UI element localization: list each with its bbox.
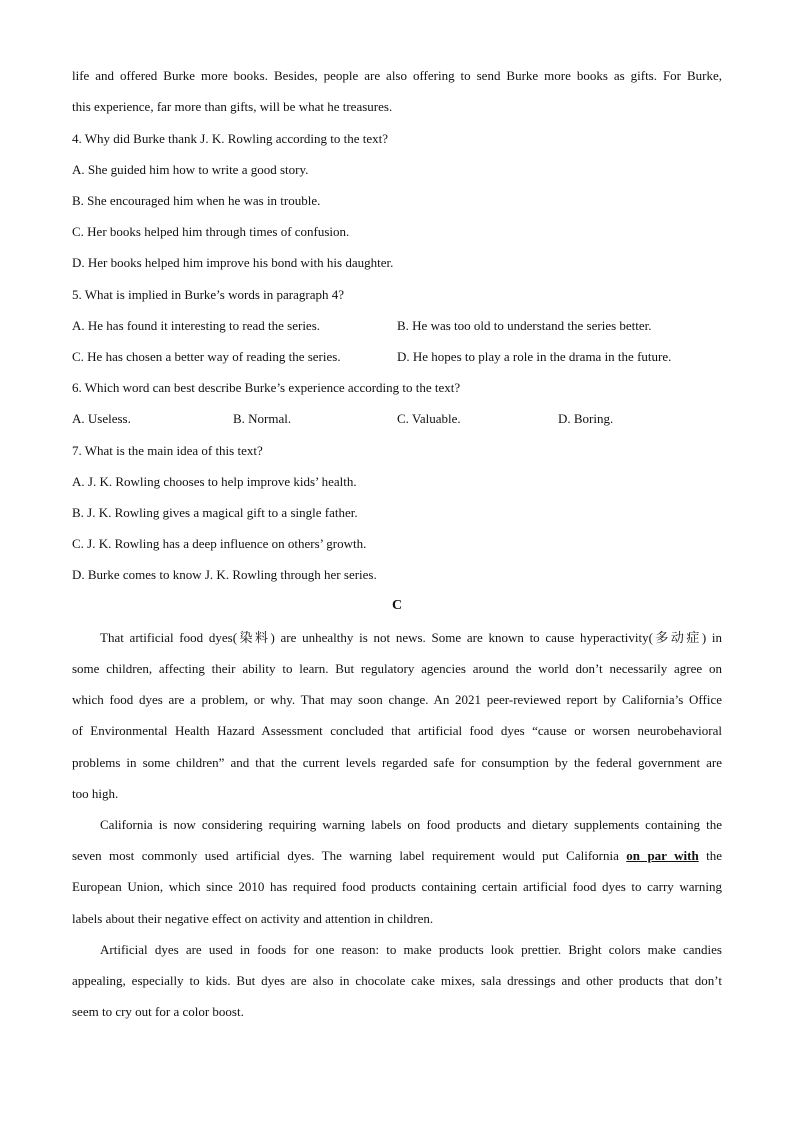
paragraph-3-line-2: appealing, especially to kids. But dyes are also in chocolate cake mixes, sala dressings and other products that don’t — [72, 973, 722, 988]
question-7-option-a: A. J. K. Rowling chooses to help improve kids’ health. — [72, 474, 357, 489]
paragraph-1-line-6: too high. — [72, 786, 119, 801]
paragraph-2-line-2-start: seven most commonly used artificial dyes. The warning label requirement would put California — [72, 848, 619, 863]
question-7-stem: 7. What is the main idea of this text? — [72, 443, 263, 458]
paragraph-1-line-3: which food dyes are a problem, or why. That may soon change. An 2021 peer-reviewed report by California’s Office — [72, 692, 722, 707]
question-5-option-c: C. He has chosen a better way of reading the series. — [72, 349, 341, 364]
question-4-stem: 4. Why did Burke thank J. K. Rowling according to the text? — [72, 131, 389, 146]
paragraph-3-line-1: Artificial dyes are used in foods for one reason: to make products look prettier. Bright colors make candies — [100, 942, 722, 957]
paragraph-1-line-4: of Environmental Health Hazard Assessment concluded that artificial food dyes “cause or worsen neurobehavioral — [72, 723, 722, 738]
paragraph-2-line-4: labels about their negative effect on activity and attention in children. — [72, 911, 434, 926]
paragraph-2-line-2-end: the — [706, 848, 722, 863]
question-7-option-b: B. J. K. Rowling gives a magical gift to a single father. — [72, 505, 358, 520]
paragraph-2-line-2 — [72, 847, 722, 865]
paragraph-2-line-3: European Union, which since 2010 has required food products containing certain artificial food dyes to carry warning — [72, 879, 722, 894]
paragraph-2-line-1: California is now considering requiring warning labels on food products and dietary supplements containing the — [100, 817, 722, 832]
question-5-option-a: A. He has found it interesting to read the series. — [72, 318, 321, 333]
question-5-option-d: D. He hopes to play a role in the drama in the future. — [397, 349, 672, 364]
question-6-stem: 6. Which word can best describe Burke’s experience according to the text? — [72, 380, 461, 395]
intro-line-1: life and offered Burke more books. Besides, people are also offering to send Burke more books as gifts. For Burke, — [72, 68, 722, 83]
question-4-option-d: D. Her books helped him improve his bond with his daughter. — [72, 255, 394, 270]
underlined-phrase: on par with — [626, 848, 699, 863]
paragraph-1-line-2: some children, affecting their ability to learn. But regulatory agencies around the world don’t necessarily agree on — [72, 661, 722, 676]
question-5-stem: 5. What is implied in Burke’s words in paragraph 4? — [72, 287, 344, 302]
section-heading: C — [391, 598, 403, 613]
question-6-option-d: D. Boring. — [558, 411, 614, 426]
question-7-option-d: D. Burke comes to know J. K. Rowling through her series. — [72, 567, 377, 582]
question-4-option-a: A. She guided him how to write a good story. — [72, 162, 309, 177]
question-4-option-c: C. Her books helped him through times of confusion. — [72, 224, 350, 239]
question-7-option-c: C. J. K. Rowling has a deep influence on others’ growth. — [72, 536, 367, 551]
question-4-option-b: B. She encouraged him when he was in trouble. — [72, 193, 321, 208]
question-5-option-b: B. He was too old to understand the series better. — [397, 318, 652, 333]
question-6-option-c: C. Valuable. — [397, 411, 461, 426]
paragraph-3-line-3: seem to cry out for a color boost. — [72, 1004, 244, 1019]
question-6-option-a: A. Useless. — [72, 411, 131, 426]
intro-line-2: this experience, far more than gifts, will be what he treasures. — [72, 99, 393, 114]
paragraph-1-line-1: That artificial food dyes(染料) are unhealthy is not news. Some are known to cause hyperactivity(多动症) in — [100, 630, 722, 645]
paragraph-1-line-5: problems in some children” and that the current levels regarded safe for consumption by the federal government are — [72, 755, 722, 770]
question-6-option-b: B. Normal. — [233, 411, 292, 426]
